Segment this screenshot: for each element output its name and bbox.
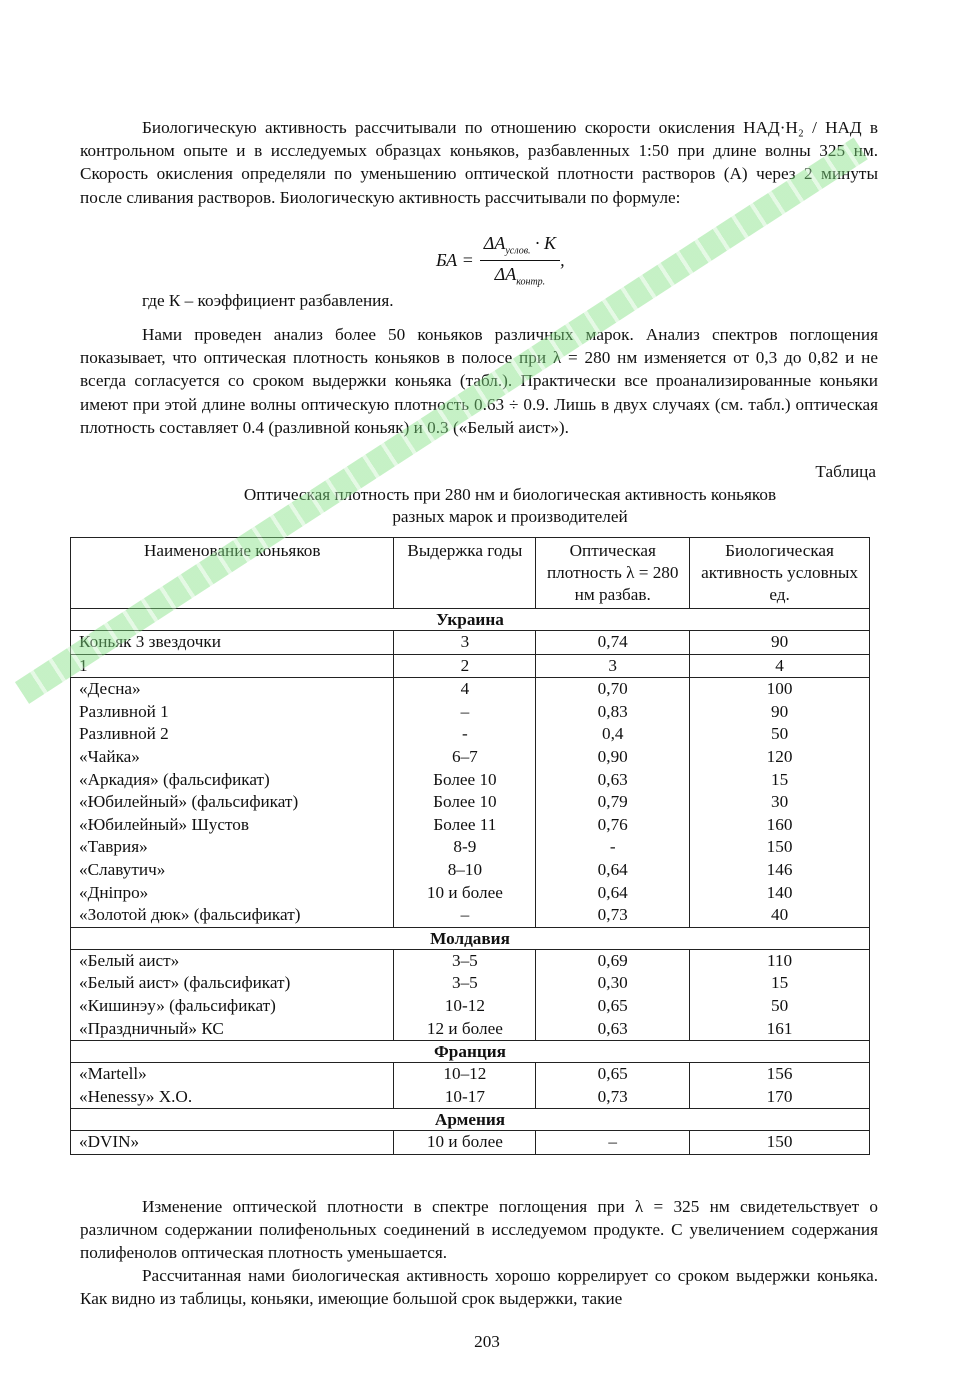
cell-bio-activity: 140 — [690, 882, 870, 905]
formula-numerator: $\Delta A_{услов.} \cdot K$ — [480, 233, 560, 261]
cell-name: Коньяк 3 звездочки — [71, 631, 394, 655]
cell-bio-activity: 90 — [690, 701, 870, 724]
cell-name: «Славутич» — [71, 859, 394, 882]
table-row — [71, 949, 870, 972]
table-row — [71, 972, 870, 995]
cell-optical-density: 0,73 — [536, 904, 690, 927]
cell-aging: 3 — [394, 631, 536, 655]
cell-optical-density: 0,90 — [536, 746, 690, 769]
cell-bio-activity: 170 — [690, 1086, 870, 1109]
cell-name: «Henessy» X.O. — [71, 1086, 394, 1109]
region-row — [71, 1041, 870, 1063]
header-optical-density: Оптическая плотность λ = 280 нм разбав. — [536, 538, 690, 609]
region-row — [71, 1109, 870, 1131]
paragraph-method: Биологическую активность рассчитывали по отношению скорости окисления НАД·Н₂ / НАД в контрольном опыте и в исследуемых образцах коньяков, разбавленных 1:50 при длине волны 325 нм. Скорость окисления определяли по уменьшению оптической плотности растворов (А) через 2 минуты после сливания растворов. Биологическую активность рассчитывали по формуле: — [80, 118, 878, 207]
cell-name: «Праздничный» КС — [71, 1018, 394, 1041]
cell-aging: 10 и более — [394, 882, 536, 905]
region-label: Армения — [71, 1109, 870, 1131]
cell-aging: 10-17 — [394, 1086, 536, 1109]
table-body — [71, 609, 870, 1155]
formula-tail: , — [560, 249, 565, 270]
table-row — [71, 1063, 870, 1086]
page-number: 203 — [474, 1332, 500, 1351]
formula-where: где К – коэффициент разбавления. — [142, 291, 394, 310]
cell-name: «Золотой дюк» (фальсификат) — [71, 904, 394, 927]
cell-optical-density: 0,63 — [536, 769, 690, 792]
cell-bio-activity: 50 — [690, 723, 870, 746]
cell-bio-activity: 100 — [690, 678, 870, 701]
cell-optical-density: 0,4 — [536, 723, 690, 746]
table-row — [71, 836, 870, 859]
cell-bio-activity: 146 — [690, 859, 870, 882]
cell-optical-density: 0,76 — [536, 814, 690, 837]
cell-optical-density: - — [536, 836, 690, 859]
cell-optical-density: 0,69 — [536, 949, 690, 972]
cell-bio-activity: 161 — [690, 1018, 870, 1041]
cell-bio-activity: 30 — [690, 791, 870, 814]
cell-aging: 3–5 — [394, 972, 536, 995]
cell-name: Разливной 1 — [71, 701, 394, 724]
paragraph-correlation: Рассчитанная нами биологическая активность хорошо коррелирует со сроком выдержки коньяка. Как видно из таблицы, коньяки, имеющие большой срок выдержки, такие — [80, 1266, 878, 1309]
cell-aging: 6–7 — [394, 746, 536, 769]
cell-name: «Martell» — [71, 1063, 394, 1086]
table-row — [71, 723, 870, 746]
region-label: Франция — [71, 1041, 870, 1063]
table-row — [71, 904, 870, 927]
region-label: Украина — [71, 609, 870, 631]
cell-bio-activity: 90 — [690, 631, 870, 655]
table-row — [71, 746, 870, 769]
table-row — [71, 814, 870, 837]
cell-name: «Чайка» — [71, 746, 394, 769]
table-row — [71, 701, 870, 724]
region-label: Молдавия — [71, 927, 870, 949]
table-row — [71, 769, 870, 792]
table-row — [71, 1018, 870, 1041]
region-row — [71, 927, 870, 949]
cell-aging: 10–12 — [394, 1063, 536, 1086]
cell-bio-activity: 15 — [690, 769, 870, 792]
formula-fraction — [480, 233, 560, 287]
header-aging: Выдержка годы — [394, 538, 536, 609]
cell-aging: 10-12 — [394, 995, 536, 1018]
table-label: Таблица — [815, 462, 876, 481]
table-row — [71, 1131, 870, 1155]
paragraph-analysis: Нами проведен анализ более 50 коньяков различных марок. Анализ спектров поглощения показывает, что оптическая плотность коньяков в полосе при λ = 280 нм изменяется от 0,3 до 0,82 и не всегда согласуется со сроком выдержки коньяка (табл.). Практически все проанализированные коньяки имеют при этой длине волны оптическую плотность 0.63 ÷ 0.9. Лишь в двух случаях (см. табл.) оптическая плотность составляет 0.4 (разливной коньяк) и 0.3 («Белый аист»). — [80, 325, 878, 437]
formula — [436, 228, 565, 292]
table-caption-line: разных марок и производителей — [392, 507, 628, 526]
cell-bio-activity: 40 — [690, 904, 870, 927]
table-row — [71, 1086, 870, 1109]
cell-optical-density: 0,65 — [536, 1063, 690, 1086]
cell-aging: 4 — [394, 678, 536, 701]
cell-optical-density: 0,83 — [536, 701, 690, 724]
table-row — [71, 859, 870, 882]
header-name: Наименование коньяков — [71, 538, 394, 609]
cell-aging: 3–5 — [394, 949, 536, 972]
cell-optical-density: 0,74 — [536, 631, 690, 655]
table-caption-line: Оптическая плотность при 280 нм и биологическая активность коньяков — [243, 485, 777, 504]
cell-aging: Более 10 — [394, 769, 536, 792]
cell-name: «Юбилейный» Шустов — [71, 814, 394, 837]
cell-name: «Кишинэу» (фальсификат) — [71, 995, 394, 1018]
cell-name: «DVIN» — [71, 1131, 394, 1155]
cell-optical-density: 0,73 — [536, 1086, 690, 1109]
table-row — [71, 995, 870, 1018]
cell-bio-activity: 150 — [690, 836, 870, 859]
cell-aging: 10 и более — [394, 1131, 536, 1155]
cell-name: «Белый аист» (фальсификат) — [71, 972, 394, 995]
cell-aging: 2 — [394, 654, 536, 678]
table-row — [71, 631, 870, 655]
cell-aging: - — [394, 723, 536, 746]
table-header-row — [71, 538, 870, 609]
cell-optical-density: 0,30 — [536, 972, 690, 995]
cell-aging: – — [394, 701, 536, 724]
cell-aging: 12 и более — [394, 1018, 536, 1041]
table-row — [71, 882, 870, 905]
cell-name: «Десна» — [71, 678, 394, 701]
cell-optical-density: 0,70 — [536, 678, 690, 701]
cell-optical-density: 0,65 — [536, 995, 690, 1018]
cell-aging: 8–10 — [394, 859, 536, 882]
cell-optical-density: 0,64 — [536, 882, 690, 905]
table-row — [71, 678, 870, 701]
cell-optical-density: 0,63 — [536, 1018, 690, 1041]
cell-optical-density: 3 — [536, 654, 690, 678]
cell-name: «Аркадия» (фальсификат) — [71, 769, 394, 792]
cell-name: «Дніпро» — [71, 882, 394, 905]
formula-denominator: $\Delta A_{контр.}$ — [494, 263, 546, 288]
cell-bio-activity: 50 — [690, 995, 870, 1018]
cell-name: 1 — [71, 654, 394, 678]
cell-name: «Белый аист» — [71, 949, 394, 972]
table-caption — [150, 484, 870, 528]
cell-optical-density: – — [536, 1131, 690, 1155]
cell-bio-activity: 110 — [690, 949, 870, 972]
table-row — [71, 791, 870, 814]
cell-name: «Юбилейный» (фальсификат) — [71, 791, 394, 814]
cell-optical-density: 0,79 — [536, 791, 690, 814]
paragraph-polyphenols: Изменение оптической плотности в спектре поглощения при λ = 325 нм свидетельствует о различном содержании полифенольных соединений в исследуемом продукте. С увеличением содержания полифенолов оптическая плотность уменьшается. — [80, 1197, 878, 1263]
cell-optical-density: 0,64 — [536, 859, 690, 882]
cell-bio-activity: 160 — [690, 814, 870, 837]
cell-bio-activity: 150 — [690, 1131, 870, 1155]
region-row — [71, 609, 870, 631]
cell-aging: 8-9 — [394, 836, 536, 859]
cell-bio-activity: 4 — [690, 654, 870, 678]
cell-aging: Более 11 — [394, 814, 536, 837]
cell-bio-activity: 156 — [690, 1063, 870, 1086]
data-table — [70, 537, 870, 1155]
cell-aging: Более 10 — [394, 791, 536, 814]
cell-bio-activity: 120 — [690, 746, 870, 769]
formula-lhs: БА = — [436, 249, 474, 270]
cell-name: «Таврия» — [71, 836, 394, 859]
cell-name: Разливной 2 — [71, 723, 394, 746]
table-row — [71, 654, 870, 678]
cell-bio-activity: 15 — [690, 972, 870, 995]
cell-aging: – — [394, 904, 536, 927]
header-bio-activity: Биологическая активность условных ед. — [690, 538, 870, 609]
